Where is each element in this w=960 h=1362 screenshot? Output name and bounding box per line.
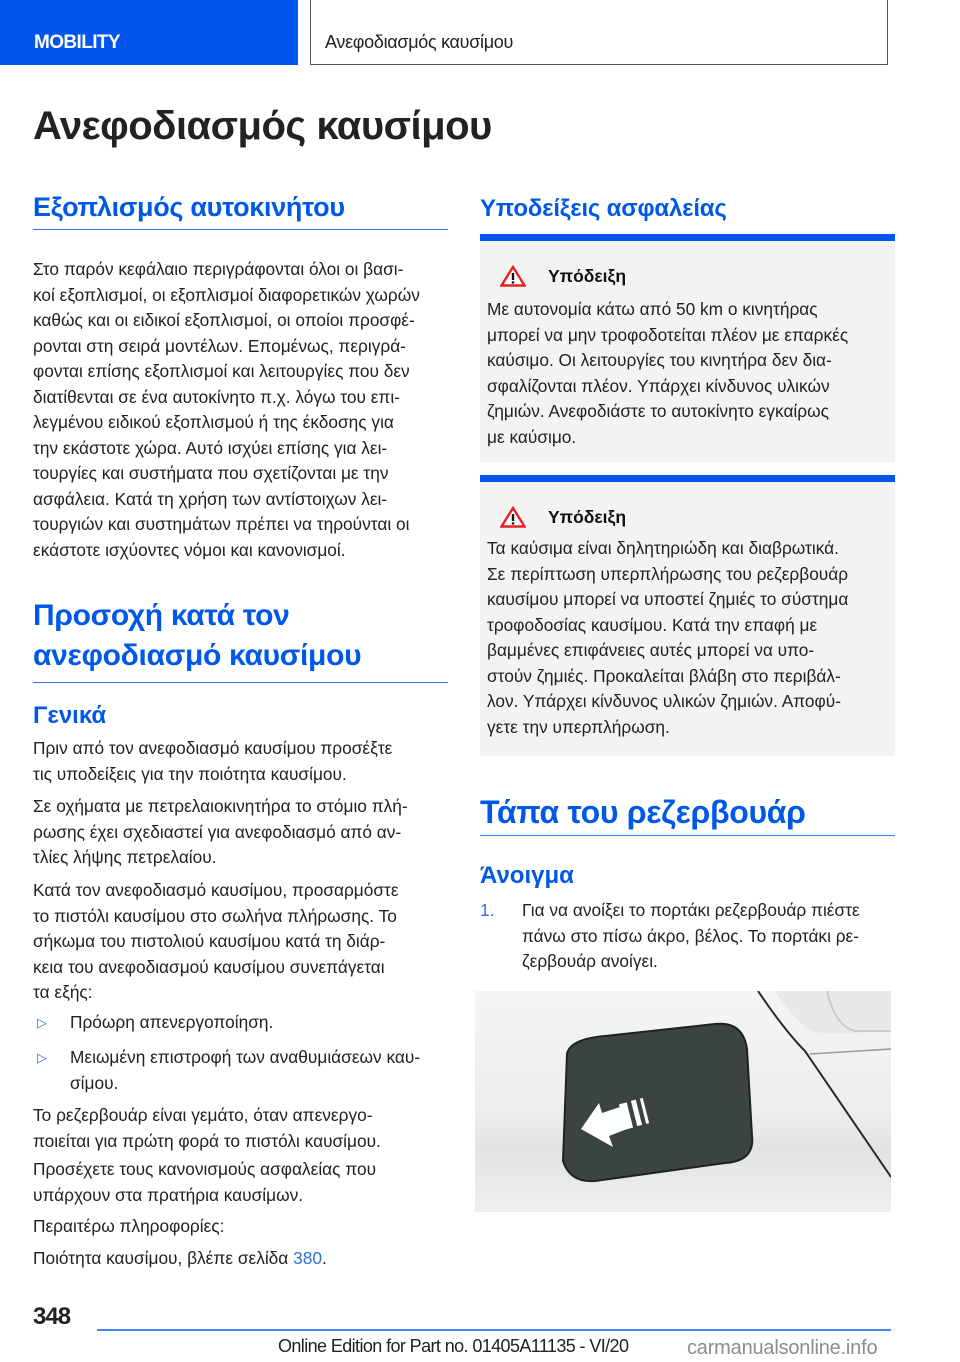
text-line: εκάστοτε ισχύοντες νόμοι και κανονισμοί. [33, 539, 346, 560]
warning-title: Υπόδειξη [548, 506, 627, 527]
text-line: τις υποδείξεις για την ποιότητα καυσίμου. [33, 763, 347, 784]
reference-text: Ποιότητα καυσίμου, βλέπε σελίδα [33, 1248, 294, 1268]
text-line: την εκάστοτε χώρα. Αυτό ισχύει επίσης για λει- [33, 437, 388, 458]
general-paragraph-4 [33, 1103, 448, 1154]
general-paragraph-3 [33, 878, 448, 1006]
text-line: στούν ζημιές. Προκαλείται βλάβη στο περιβάλ- [487, 665, 841, 686]
text-line: φονται επίσης εξοπλισμοί και λειτουργίες που δεν [33, 361, 410, 381]
heading-fuel-cap: Τάπα του ρεζερβουάρ [480, 794, 895, 836]
text-line: μπορεί να μην τροφοδοτείται πλέον με επαρκές [487, 324, 849, 345]
fuel-flap-image [475, 991, 891, 1212]
text-line: ποιείται για πρώτη φορά το πιστόλι καυσίμου. [33, 1130, 381, 1151]
general-paragraph-2 [33, 794, 448, 871]
text-line: Πρόωρη απενεργοποίηση. [70, 1012, 274, 1032]
warning-header [500, 506, 626, 528]
text-line: πάνω στο πίσω άκρο, βέλος. Το πορτάκι ρε- [522, 925, 859, 946]
general-paragraph-1 [33, 736, 448, 787]
step-number: 1. [480, 900, 495, 920]
text-line: λον. Υπάρχει κίνδυνος υλικών ζημιών. Αποφύ- [487, 691, 841, 711]
text-line: τα εξής: [33, 982, 93, 1002]
text-line: βαμμένες επιφάνειες αυτές μπορεί να υπο- [487, 640, 815, 660]
text-line: λεγμένου ειδικού εξοπλισμού ή της έκδοσης για [33, 412, 394, 432]
section-tab [0, 0, 298, 65]
heading-general: Γενικά [33, 702, 107, 729]
warning-triangle-icon [500, 265, 526, 287]
text-line: Κατά τον ανεφοδιασμό καυσίμου, προσαρμόστε [33, 880, 399, 900]
text-line: καυσίμου μπορεί να υποστεί ζημιές το σύστημα [487, 589, 849, 609]
text-line: σφαλίζονται πλέον. Υπάρχει κίνδυνος υλικών [487, 375, 830, 396]
heading-opening: Άνοιγμα [480, 862, 574, 889]
warning-triangle-icon [500, 506, 526, 528]
heading-vehicle-equipment: Εξοπλισμός αυτοκινήτου [33, 192, 448, 230]
vehicle-equipment-paragraph [33, 257, 448, 563]
heading-line: ανεφοδιασμό καυσίμου [33, 639, 362, 672]
text-line: ασφάλεια. Κατά τη χρήση των αντίστοιχων λει- [33, 488, 388, 509]
text-line: Σε οχήματα με πετρελαιοκινητήρα το στόμιο πλή- [33, 796, 408, 816]
text-line: ζημιών. Ανεφοδιάστε το αυτοκίνητο εγκαίρως [487, 401, 829, 421]
text-line: τουργίες και συστήματα που σχετίζονται με την [33, 463, 389, 483]
text-line: Το ρεζερβουάρ είναι γεμάτο, όταν απενεργο- [33, 1105, 373, 1125]
warning-text [487, 536, 892, 740]
general-paragraph-6: Περαιτέρω πληροφορίες: [33, 1216, 225, 1236]
page-number: 348 [33, 1303, 71, 1330]
text-line: καθώς και οι ειδικοί εξοπλισμοί, οι οποίοι προσφέ- [33, 310, 415, 330]
reference-end: . [321, 1248, 327, 1268]
text-line: Σε περίπτωση υπερπλήρωσης του ρεζερβουάρ [487, 563, 849, 584]
section-label: MOBILITY [34, 32, 120, 53]
step-item [480, 898, 895, 975]
text-line: κεια του ανεφοδιασμού καυσίμου συνεπάγεται [33, 956, 385, 977]
warning-title: Υπόδειξη [548, 265, 627, 286]
text-line: σήκωμα του πιστολιού καυσίμου κατά τη διάρ- [33, 931, 386, 951]
text-line: καύσιμο. Οι λειτουργίες του κινητήρα δεν δια- [487, 350, 832, 370]
text-line: τλίες λήψης πετρελαίου. [33, 847, 217, 867]
text-line: Για να ανοίξει το πορτάκι ρεζερβουάρ πιέστε [522, 900, 860, 920]
fuel-flap-illustration [475, 991, 891, 1212]
general-paragraph-5 [33, 1157, 448, 1208]
warning-text [487, 297, 892, 450]
text-line: γετε την υπερπλήρωση. [487, 716, 670, 737]
text-line: σίμου. [70, 1072, 119, 1093]
bullet-item [33, 1045, 448, 1096]
text-line: ρονται στη σειρά μοντέλων. Επομένως, περιγρά- [33, 335, 406, 356]
heading-safety-notes: Υποδείξεις ασφαλείας [480, 195, 727, 222]
warning-header [500, 265, 626, 287]
warning-box [480, 234, 895, 462]
text-line: Στο παρόν κεφάλαιο περιγράφονται όλοι οι βασι- [33, 259, 404, 279]
text-line: ζερβουάρ ανοίγει. [522, 951, 658, 971]
text-line: υπάρχουν στα πρατήρια καυσίμων. [33, 1184, 304, 1205]
text-line: Πριν από τον ανεφοδιασμό καυσίμου προσέξτε [33, 738, 393, 758]
text-line: τουργιών και συστημάτων πρέπει να τηρούνται οι [33, 514, 410, 534]
triangle-bullet-icon: ▷ [37, 1050, 47, 1065]
text-line: το πιστόλι καυσίμου στο σωλήνα πλήρωσης. Το [33, 905, 397, 926]
footer-divider [97, 1329, 891, 1331]
page-title: Ανεφοδιασμός καυσίμου [33, 104, 492, 148]
text-line: τροφοδοσίας καυσίμου. Κατά την επαφή με [487, 614, 818, 635]
text-line: με καύσιμο. [487, 426, 577, 447]
watermark: carmanualsonline.info [687, 1337, 878, 1359]
chapter-tab [310, 0, 888, 65]
text-line: Με αυτονομία κάτω από 50 km ο κινητήρας [487, 299, 818, 319]
heading-line: Προσοχή κατά τον [33, 599, 290, 632]
text-line: Τα καύσιμα είναι δηλητηριώδη και διαβρωτικά. [487, 538, 839, 558]
text-line: ρωσης έχει σχεδιαστεί για ανεφοδιασμό από αν- [33, 821, 402, 842]
warning-box [480, 475, 895, 756]
chapter-label: Ανεφοδιασμός καυσίμου [325, 32, 514, 52]
cross-reference [33, 1246, 448, 1272]
text-line: διατίθενται σε ένα αυτοκίνητο π.χ. λόγω του επι- [33, 386, 400, 407]
heading-refuel-caution [33, 596, 448, 683]
triangle-bullet-icon: ▷ [37, 1015, 47, 1030]
text-line: κοί εξοπλισμοί, οι εξοπλισμοί διαφορετικών χωρών [33, 284, 420, 305]
bullet-item [33, 1010, 448, 1036]
page-link[interactable]: 380 [293, 1248, 322, 1268]
edition-info: Online Edition for Part no. 01405A11135 - VI/20 [278, 1336, 629, 1356]
text-line: Προσέχετε τους κανονισμούς ασφαλείας που [33, 1159, 377, 1179]
text-line: Μειωμένη επιστροφή των αναθυμιάσεων καυ- [70, 1047, 421, 1067]
